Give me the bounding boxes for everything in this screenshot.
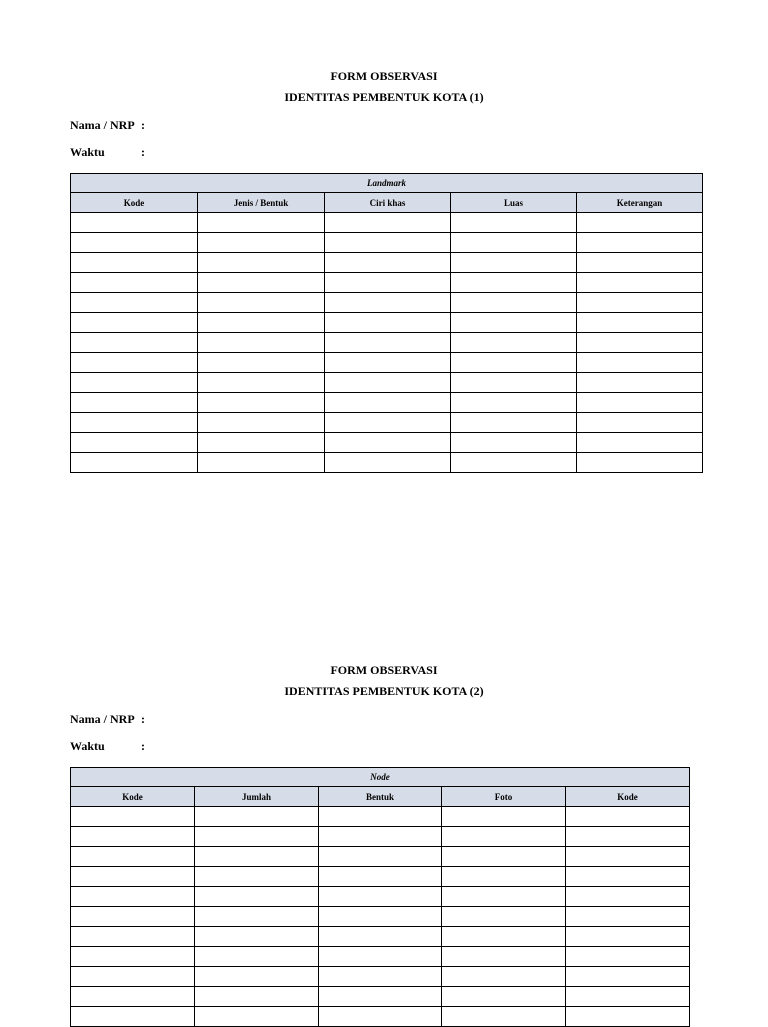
table-cell[interactable]: [325, 333, 451, 353]
table-row: [71, 887, 690, 907]
table-cell[interactable]: [71, 353, 198, 373]
table-cell[interactable]: [198, 433, 325, 453]
table-cell[interactable]: [442, 827, 566, 847]
table-row: [71, 847, 690, 867]
table-row: [71, 353, 703, 373]
table-row: [71, 867, 690, 887]
landmark-table: [70, 173, 703, 473]
table-row: [71, 273, 703, 293]
table-cell[interactable]: [71, 333, 198, 353]
table-cell[interactable]: [71, 273, 198, 293]
table-cell[interactable]: [325, 373, 451, 393]
table-cell[interactable]: [325, 393, 451, 413]
table-row: [71, 213, 703, 233]
table-cell[interactable]: [71, 233, 198, 253]
table-cell[interactable]: [198, 353, 325, 373]
table-cell[interactable]: [451, 373, 577, 393]
table-cell[interactable]: [577, 293, 703, 313]
table-cell[interactable]: [577, 373, 703, 393]
table-cell[interactable]: [566, 967, 690, 987]
table-cell[interactable]: [566, 867, 690, 887]
table-cell[interactable]: [451, 413, 577, 433]
table-cell[interactable]: [442, 807, 566, 827]
table-cell[interactable]: [325, 313, 451, 333]
table-cell[interactable]: [195, 927, 319, 947]
table-cell[interactable]: [71, 947, 195, 967]
table-cell[interactable]: [195, 867, 319, 887]
column-header-ciri-khas: Ciri khas: [325, 193, 451, 213]
column-header-foto: Foto: [442, 787, 566, 807]
table-cell[interactable]: [319, 827, 442, 847]
table-cell[interactable]: [71, 807, 195, 827]
table-row: [71, 907, 690, 927]
table-caption: Landmark: [71, 174, 703, 193]
table-cell[interactable]: [451, 293, 577, 313]
table-cell[interactable]: [71, 373, 198, 393]
table-cell[interactable]: [71, 313, 198, 333]
table-cell[interactable]: [71, 907, 195, 927]
table-cell[interactable]: [195, 907, 319, 927]
name-nrp-field: [70, 118, 145, 132]
table-cell[interactable]: [325, 213, 451, 233]
table-cell[interactable]: [577, 213, 703, 233]
table-cell[interactable]: [198, 333, 325, 353]
table-row: [71, 807, 690, 827]
table-row: [71, 333, 703, 353]
column-header-luas: Luas: [451, 193, 577, 213]
table-row: [71, 413, 703, 433]
table-row: [71, 947, 690, 967]
table-cell[interactable]: [71, 967, 195, 987]
table-cell[interactable]: [319, 907, 442, 927]
table-cell[interactable]: [566, 847, 690, 867]
table-cell[interactable]: [325, 233, 451, 253]
form-subtitle: IDENTITAS PEMBENTUK KOTA (1): [284, 90, 484, 104]
table-cell[interactable]: [198, 313, 325, 333]
table-cell[interactable]: [442, 947, 566, 967]
table-cell[interactable]: [71, 987, 195, 1007]
table-cell[interactable]: [577, 313, 703, 333]
column-header-kode: Kode: [71, 193, 198, 213]
table-cell[interactable]: [319, 887, 442, 907]
table-cell[interactable]: [451, 273, 577, 293]
table-cell[interactable]: [451, 333, 577, 353]
column-header-jumlah: Jumlah: [195, 787, 319, 807]
table-cell[interactable]: [195, 967, 319, 987]
node-table: [70, 767, 690, 1027]
form-subtitle: IDENTITAS PEMBENTUK KOTA (2): [284, 684, 484, 698]
table-cell[interactable]: [577, 393, 703, 413]
table-cell[interactable]: [442, 847, 566, 867]
table-cell[interactable]: [198, 373, 325, 393]
table-cell[interactable]: [319, 967, 442, 987]
time-label: Waktu: [70, 739, 105, 753]
table-cell[interactable]: [319, 927, 442, 947]
table-cell[interactable]: [577, 413, 703, 433]
form-title: FORM OBSERVASI: [330, 69, 438, 83]
column-header-bentuk: Bentuk: [319, 787, 442, 807]
table-cell[interactable]: [71, 213, 198, 233]
table-cell[interactable]: [195, 947, 319, 967]
table-cell[interactable]: [325, 293, 451, 313]
table-cell[interactable]: [195, 807, 319, 827]
table-cell[interactable]: [566, 827, 690, 847]
table-row: [71, 233, 703, 253]
table-cell[interactable]: [566, 987, 690, 1007]
table-cell[interactable]: [71, 867, 195, 887]
table-cell[interactable]: [71, 887, 195, 907]
table-cell[interactable]: [71, 927, 195, 947]
table-cell[interactable]: [442, 927, 566, 947]
table-cell[interactable]: [71, 413, 198, 433]
table-cell[interactable]: [451, 433, 577, 453]
table-cell[interactable]: [195, 827, 319, 847]
table-cell[interactable]: [451, 213, 577, 233]
time-field: [70, 739, 145, 753]
table-row: [71, 373, 703, 393]
time-colon: :: [141, 145, 145, 159]
table-cell[interactable]: [325, 433, 451, 453]
table-cell[interactable]: [566, 807, 690, 827]
time-colon: :: [141, 739, 145, 753]
table-cell[interactable]: [451, 393, 577, 413]
table-cell[interactable]: [198, 273, 325, 293]
column-header-jenis-bentuk: Jenis / Bentuk: [198, 193, 325, 213]
time-field: [70, 145, 145, 159]
table-cell[interactable]: [319, 867, 442, 887]
table-row: [71, 927, 690, 947]
name-nrp-colon: :: [141, 118, 145, 132]
column-header-kode-2: Kode: [566, 787, 690, 807]
table-row: [71, 987, 690, 1007]
table-cell[interactable]: [195, 887, 319, 907]
table-cell[interactable]: [198, 253, 325, 273]
table-cell[interactable]: [325, 413, 451, 433]
table-cell[interactable]: [442, 967, 566, 987]
table-row: [71, 313, 703, 333]
table-cell[interactable]: [566, 927, 690, 947]
table-body: [71, 213, 703, 473]
table-cell[interactable]: [442, 867, 566, 887]
table-cell[interactable]: [442, 887, 566, 907]
table-cell[interactable]: [577, 433, 703, 453]
table-cell[interactable]: [577, 253, 703, 273]
table-row: [71, 453, 703, 473]
table-cell[interactable]: [451, 313, 577, 333]
table-cell[interactable]: [577, 353, 703, 373]
table-row: [71, 967, 690, 987]
table-cell[interactable]: [451, 253, 577, 273]
form-title: FORM OBSERVASI: [330, 663, 438, 677]
table-cell[interactable]: [325, 273, 451, 293]
table-cell[interactable]: [71, 827, 195, 847]
table-cell[interactable]: [319, 847, 442, 867]
table-cell[interactable]: [195, 847, 319, 867]
name-nrp-colon: :: [141, 712, 145, 726]
table-cell[interactable]: [198, 453, 325, 473]
table-caption: Node: [71, 768, 690, 787]
table-cell[interactable]: [198, 413, 325, 433]
time-label: Waktu: [70, 145, 105, 159]
table-row: [71, 293, 703, 313]
table-cell[interactable]: [71, 433, 198, 453]
table-cell[interactable]: [195, 987, 319, 1007]
table-row: [71, 433, 703, 453]
table-cell[interactable]: [577, 273, 703, 293]
table-cell[interactable]: [566, 907, 690, 927]
table-cell[interactable]: [577, 333, 703, 353]
table-cell[interactable]: [71, 293, 198, 313]
table-cell[interactable]: [566, 887, 690, 907]
table-cell[interactable]: [451, 353, 577, 373]
table-cell[interactable]: [325, 253, 451, 273]
table-cell[interactable]: [442, 907, 566, 927]
table-row: [71, 253, 703, 273]
table-row: [71, 393, 703, 413]
table-cell[interactable]: [325, 453, 451, 473]
table-cell[interactable]: [566, 947, 690, 967]
table-cell[interactable]: [451, 453, 577, 473]
table-cell[interactable]: [577, 453, 703, 473]
table-body: [71, 807, 690, 1027]
table-cell[interactable]: [577, 233, 703, 253]
table-cell[interactable]: [71, 393, 198, 413]
table-cell[interactable]: [71, 847, 195, 867]
name-nrp-field: [70, 712, 145, 726]
table-cell[interactable]: [198, 213, 325, 233]
table-cell[interactable]: [319, 807, 442, 827]
table-cell[interactable]: [198, 393, 325, 413]
table-cell[interactable]: [71, 453, 198, 473]
column-header-keterangan: Keterangan: [577, 193, 703, 213]
table-cell[interactable]: [319, 987, 442, 1007]
table-cell[interactable]: [71, 253, 198, 273]
table-cell[interactable]: [451, 233, 577, 253]
name-nrp-label: Nama / NRP: [70, 712, 135, 726]
table-cell[interactable]: [198, 233, 325, 253]
table-cell[interactable]: [198, 293, 325, 313]
column-header-kode: Kode: [71, 787, 195, 807]
name-nrp-label: Nama / NRP: [70, 118, 135, 132]
table-cell[interactable]: [319, 947, 442, 967]
table-cell[interactable]: [442, 987, 566, 1007]
table-row: [71, 827, 690, 847]
table-cell[interactable]: [325, 353, 451, 373]
